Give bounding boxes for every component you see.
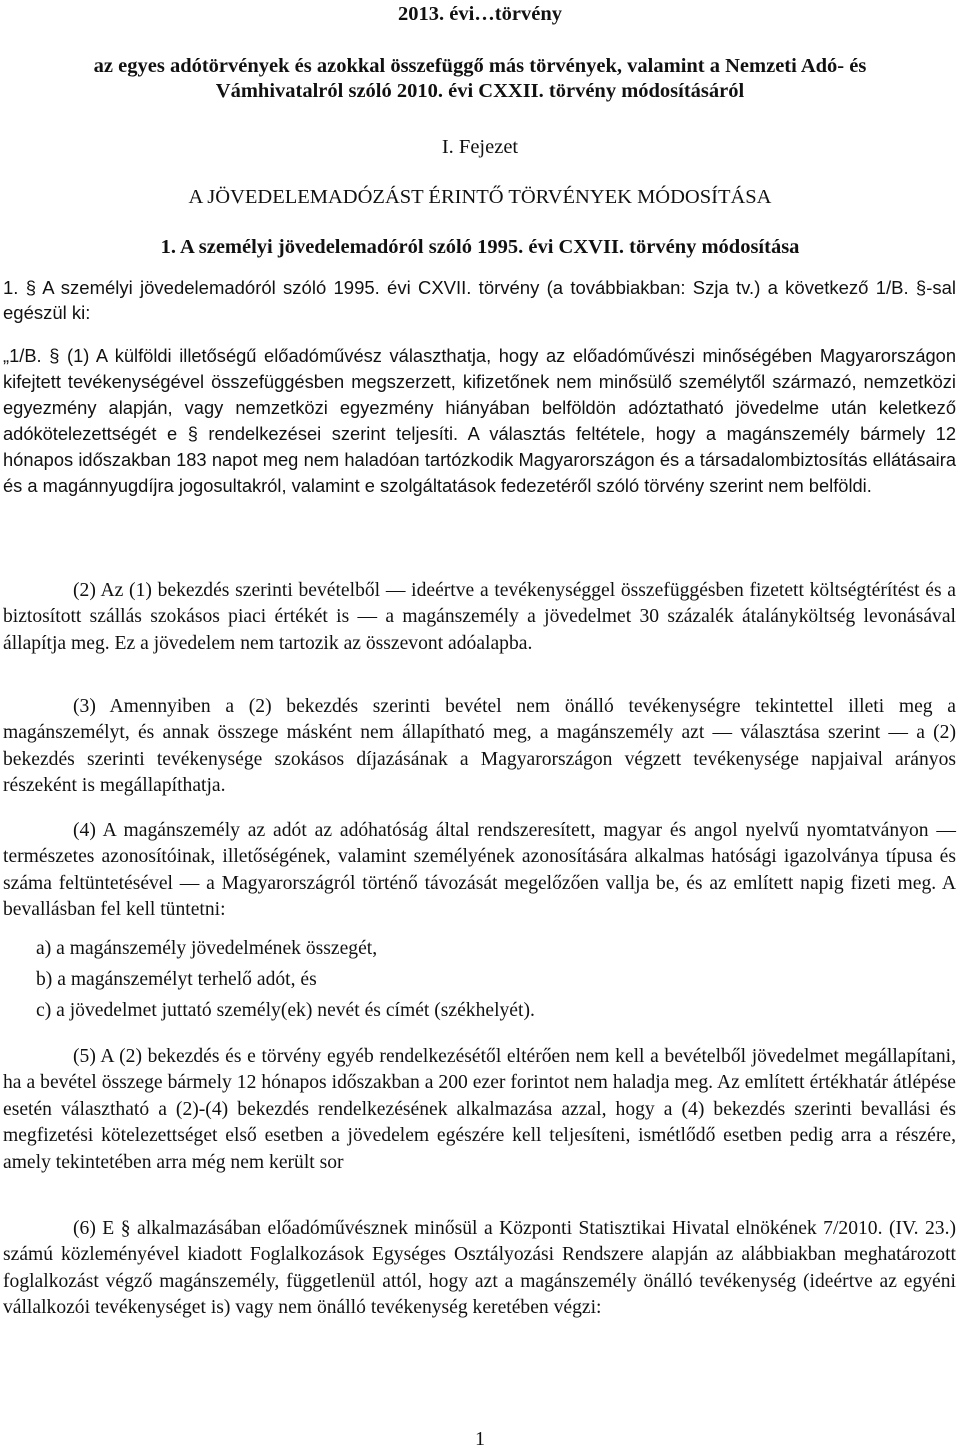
page-number: 1: [475, 1428, 485, 1450]
section-heading: 1. A személyi jövedelemadóról szóló 1995. évi CXVII. törvény módosítása: [160, 236, 800, 258]
act-subtitle-line-1: az egyes adótörvények és azokkal összefüggő más törvények, valamint a Nemzeti Adó- és: [93, 55, 867, 77]
list-item-b: b) a magánszemélyt terhelő adót, és: [36, 969, 317, 990]
chapter-title: A JÖVEDELEMADÓZÁST ÉRINTŐ TÖRVÉNYEK MÓDOSÍTÁSA: [188, 186, 772, 208]
list-item-a: a) a magánszemély jövedelmének összegét,: [36, 938, 378, 959]
section-1-intro: 1. § A személyi jövedelemadóról szóló 1995. évi CXVII. törvény (a továbbiakban: Szja tv.) a következő 1/B. §-sal egészül ki:: [3, 277, 956, 323]
chapter-number: I. Fejezet: [441, 136, 519, 158]
paragraph-6: (6) E § alkalmazásában előadóművésznek minősül a Központi Statisztikai Hivatal elnökének 7/2010. (IV. 23.) számú közleményével kiadott Foglalkozások Egységes Osztályozási Rendszere alapján az alábbiakban meghatározott foglalkozást végző magánszemély, függetlenül attól, hogy azt a magánszemély önálló tevékenység (ideértve az egyéni vállalkozói tevékenységet is) vagy nem önálló tevékenység keretében végzi:: [3, 1218, 956, 1319]
act-subtitle-line-2: Vámhivatalról szóló 2010. évi CXXII. törvény módosításáról: [215, 80, 745, 102]
act-title: 2013. évi…törvény: [398, 3, 562, 25]
paragraph-1: „1/B. § (1) A külföldi illetőségű előadóművész választhatja, hogy az előadóművészi minőségében Magyarországon kifejtett tevékenységével összefüggésben megszerzett, kifizetőnek nem minősülő személytől származó, nemzetközi egyezmény alapján, vagy nemzetközi egyezmény hiányában belföldön adóztatható jövedelme után keletkező adókötelezettségét e § rendelkezései szerint teljesíti. A választás feltétele, hogy a magánszemély bármely 12 hónapos időszakban 183 napot meg nem haladóan tartózkodik Magyarországon és a társadalombiztosítás ellátásaira és a magánnyugdíjra jogosultakról, valamint e szolgáltatások fedezetéről szóló törvény szerint nem belföldi.: [3, 345, 956, 497]
paragraph-3: (3) Amennyiben a (2) bekezdés szerinti bevétel nem önálló tevékenységre tekintettel illeti meg a magánszemélyt, és annak összege másként nem állapítható meg, a magánszemély azt ― választása szerint ― a (2) bekezdés szerinti tevékenysége szokásos díjazásának a Magyarországon végzett tevékenysége napjaival arányos részeként is megállapíthatja.: [3, 696, 956, 797]
paragraph-5: (5) A (2) bekezdés és e törvény egyéb rendelkezésétől eltérően nem kell a bevételből jövedelmet megállapítani, ha a bevétel összege bármely 12 hónapos időszakban a 200 ezer forintot nem haladja meg. Az említett értékhatár átlépése esetén választható a (2)-(4) bekezdés rendelkezésének alkalmazása azzal, hogy a (4) bekezdés szerinti bevallási és megfizetési kötelezettséget első esetben a jövedelem egészére kell teljesíteni, ismétlődő esetben pedig arra a részére, amely tekintetében arra még nem került sor: [3, 1046, 956, 1173]
paragraph-4: (4) A magánszemély az adót az adóhatóság által rendszeresített, magyar és angol nyelvű nyomtatványon ― természetes azonosítóinak, illetőségének, valamint személyének azonosítására alkalmas hatósági igazolványa típusa és száma feltüntetésével ― a Magyarországról történő távozását megelőzően vallja be, és az említett napig fizeti meg. A bevallásban fel kell tüntetni:: [3, 820, 956, 921]
list-item-c: c) a jövedelmet juttató személy(ek) nevét és címét (székhelyét).: [36, 1000, 535, 1021]
paragraph-2: (2) Az (1) bekezdés szerinti bevételből ― ideértve a tevékenységgel összefüggésben fizetett költségtérítést és a biztosított szállás szokásos piaci értékét is ― a magánszemély a jövedelmet 30 százalék átalányköltség levonásával állapítja meg. Ez a jövedelem nem tartozik az összevont adóalapba.: [3, 580, 956, 654]
